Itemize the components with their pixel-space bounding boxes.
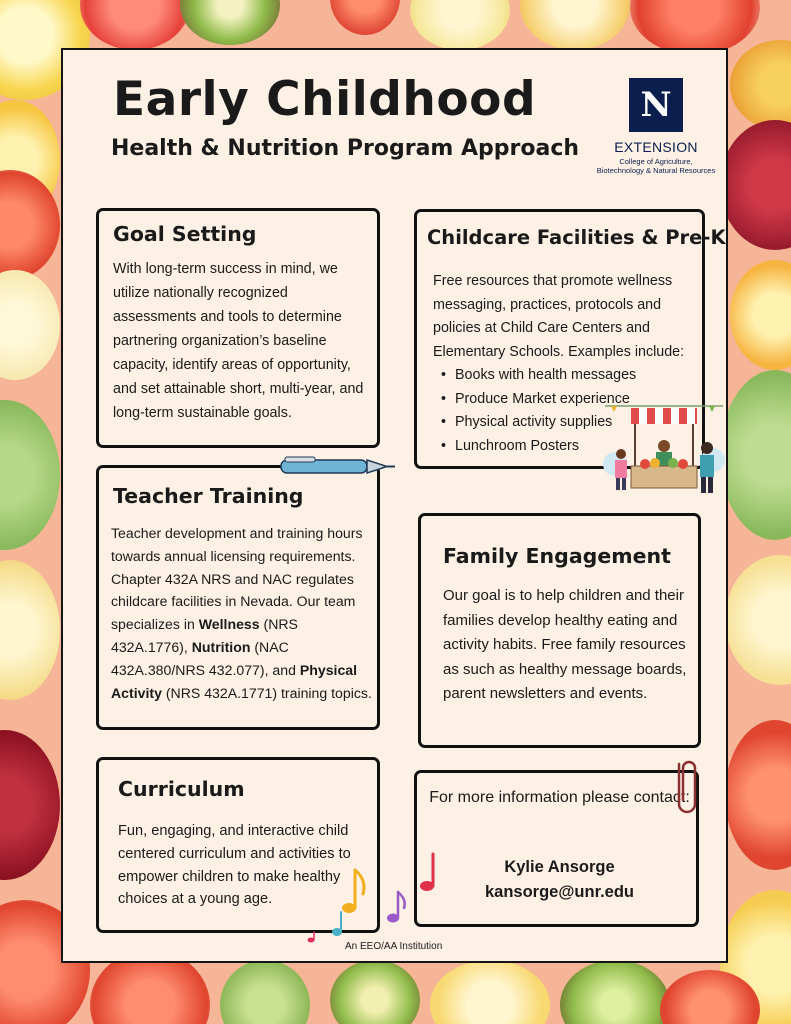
curriculum-heading: Curriculum [118,777,245,801]
teacher-training-heading: Teacher Training [113,484,304,508]
list-item: • Books with health messages [455,364,703,388]
music-notes-icon [303,850,443,950]
childcare-heading: Childcare Facilities & Pre-K [427,226,726,249]
goal-setting-heading: Goal Setting [113,222,257,246]
page-subtitle: Health & Nutrition Program Approach [111,136,580,161]
logo-college-text: College of Agriculture, Biotechnology & Natural Resources [596,157,716,175]
contact-info-text: For more information please contact: [429,789,690,806]
family-engagement-heading: Family Engagement [443,544,671,568]
page-title: Early Childhood [113,72,537,127]
goal-setting-text: With long-term success in mind, we utilize nationally recognized assessments and tools to determine partnering organization’s baseline capacity, identify areas of opportunity, and set attainable short, multi-year, and long-term sustainable goals. [113,261,364,421]
contact-details [417,855,702,905]
footer-text: An EEO/AA Institution [345,941,443,952]
list-item: • Physical activity supplies [455,411,703,435]
contact-name: Kylie Ansorge [504,858,615,876]
paperclip-icon [669,756,703,818]
curriculum-text: Fun, engaging, and interactive child centered curriculum and activities to empower children to make healthy choices at a young age. [118,823,351,908]
goal-setting-card [96,208,380,448]
produce-market-icon [601,402,727,502]
contact-email[interactable]: kansorge@unr.edu [484,883,635,901]
teacher-training-card [96,465,380,730]
family-engagement-text: Our goal is to help children and their families develop healthy eating and activity habits. Free family resources as such as healthy message boards, parent newsletters and events. [443,587,687,702]
family-engagement-card [418,513,701,748]
extension-logo [585,78,727,175]
list-item: • Lunchroom Posters [455,435,703,459]
logo-extension-text: EXTENSION [614,139,698,155]
childcare-text: Free resources that promote wellness messaging, practices, protocols and policies at Child Care Centers and Elementary Schools. Examples include: [433,273,685,360]
contact-card [414,770,699,927]
teacher-training-text: Teacher development and training hours towards annual licensing requirements. Chapter 432A NRS and NAC regulates childcare facilities in Nevada. Our team specializes in Wellness (NRS 432A.1776), Nutrition (NAC 432A.380/NRS 432.077), and Physical Activity (NRS 432A.1771) training topics. [111,525,372,701]
nevada-n-icon: N [629,78,683,132]
list-item: • Produce Market experience [455,388,703,412]
flyer-sheet [61,48,728,963]
pen-icon [275,455,397,479]
